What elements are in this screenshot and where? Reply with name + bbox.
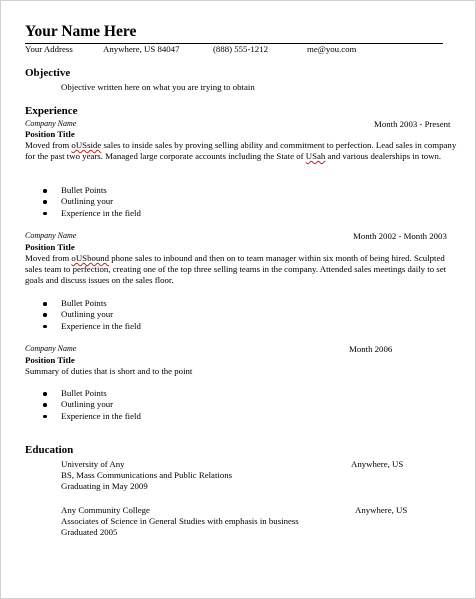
job-bullet-list	[25, 185, 141, 219]
school-name: Any Community College	[61, 505, 150, 515]
education-heading: Education	[25, 444, 74, 456]
list-item: Experience in the field	[25, 411, 141, 422]
school-graduation: Graduating in May 2009	[61, 481, 148, 491]
misspelled-word: USah	[305, 151, 326, 162]
school-graduation: Graduated 2005	[61, 527, 118, 537]
job-description: Moved from oUSside sales to inside sales by proving selling ability and commitment to perfection. Lead sales in company for the past two years. Managed large corporate accounts including the State of USah and various dealerships in town.	[25, 140, 457, 162]
job-company: Company Name	[25, 231, 77, 240]
experience-heading: Experience	[25, 105, 78, 117]
bullet-icon	[43, 189, 47, 193]
job-bullet-list	[25, 298, 141, 332]
objective-heading: Objective	[25, 67, 71, 79]
job-title: Position Title	[25, 355, 75, 365]
school-location: Anywhere, US	[351, 459, 404, 469]
school-degree: Associates of Science in General Studies with emphasis in business	[61, 516, 299, 526]
job-description: Moved from oUSbound phone sales to inbound and then on to team manager within six month of being hired. Sculpted sales team to perfection, creating one of the top three selling teams in the company. Attended sales meetings daily to set goals and discuss issues on the sales floor.	[25, 253, 447, 286]
misspelled-word: oUSbound	[71, 253, 110, 263]
objective-text: Objective written here on what you are trying to obtain	[61, 82, 255, 92]
job-company: Company Name	[25, 119, 77, 128]
bullet-icon	[43, 313, 47, 317]
bullet-icon	[43, 403, 47, 407]
list-item: Bullet Points	[25, 388, 141, 399]
list-item: Outlining your	[25, 196, 141, 207]
list-item: Outlining your	[25, 309, 141, 320]
resume-name: Your Name Here	[25, 23, 137, 40]
list-item: Bullet Points	[25, 298, 141, 309]
bullet-icon	[43, 415, 47, 419]
job-title: Position Title	[25, 242, 75, 252]
contact-email: me@you.com	[307, 44, 357, 54]
school-name: University of Any	[61, 459, 125, 469]
bullet-icon	[43, 392, 47, 396]
job-dates: Month 2003 - Present	[374, 119, 451, 129]
list-item: Outlining your	[25, 399, 141, 410]
bullet-icon	[43, 302, 47, 306]
bullet-icon	[43, 200, 47, 204]
misspelled-word: oUSside	[71, 140, 102, 150]
list-item: Experience in the field	[25, 208, 141, 219]
list-item: Experience in the field	[25, 321, 141, 332]
bullet-icon	[43, 212, 47, 216]
contact-address: Your Address	[25, 44, 73, 54]
list-item: Bullet Points	[25, 185, 141, 196]
job-bullet-list	[25, 388, 141, 422]
job-title: Position Title	[25, 129, 75, 139]
bullet-icon	[43, 325, 47, 329]
job-company: Company Name	[25, 344, 77, 353]
contact-city: Anywhere, US 84047	[103, 44, 180, 54]
job-dates: Month 2002 - Month 2003	[353, 231, 447, 241]
contact-phone: (888) 555-1212	[213, 44, 268, 54]
school-degree: BS, Mass Communications and Public Relations	[61, 470, 233, 480]
school-location: Anywhere, US	[355, 505, 408, 515]
job-dates: Month 2006	[349, 344, 393, 354]
job-description: Summary of duties that is short and to the point	[25, 366, 193, 376]
